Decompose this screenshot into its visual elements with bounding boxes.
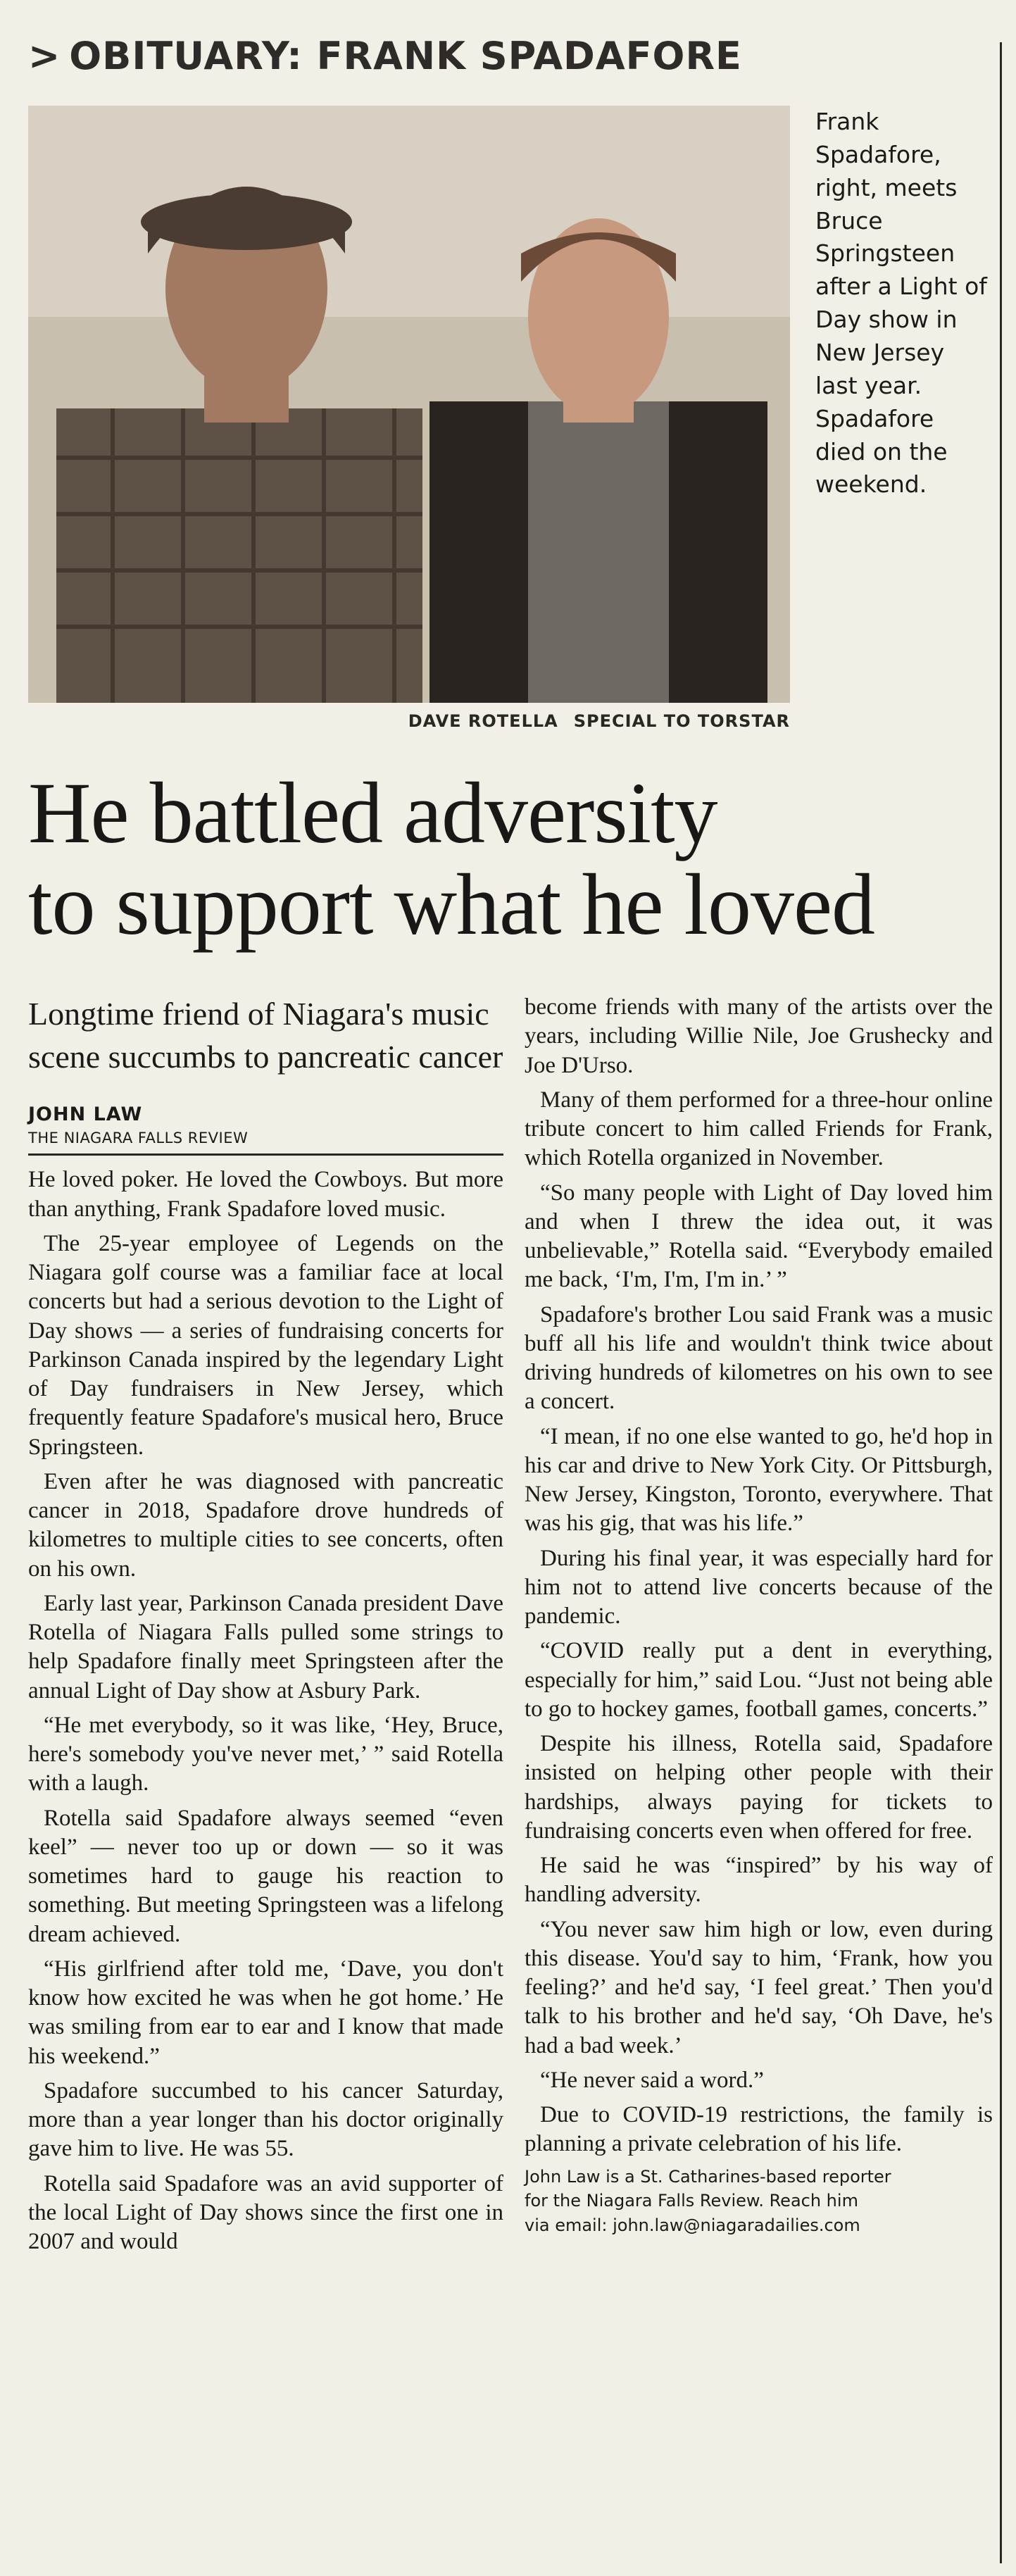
photo-illustration [28, 106, 790, 703]
paragraph: Despite his illness, Rotella said, Spadafore insisted on helping other people with their hardships, always paying for tickets to fundraising concerts even when offered for free. [525, 1731, 993, 1844]
author-note-line: for the Niagara Falls Review. Reach him [525, 2191, 858, 2211]
paragraph: “He met everybody, so it was like, ‘Hey, Bruce, here's somebody you've never met,’ ” said Rotella with a laugh. [28, 1712, 503, 1796]
paragraph: He loved poker. He loved the Cowboys. But more than anything, Frank Spadafore loved music. [28, 1167, 503, 1222]
paragraph: The 25-year employee of Legends on the Niagara golf course was a familiar face at local concerts but had a serious devotion to the Light of Day shows — a series of fundraising concerts for Parkinson Canada inspired by the legendary Light of Day fundraisers in New Jersey, which frequently feature Spadafore's musical hero, Bruce Springsteen. [28, 1230, 503, 1460]
byline-name: JOHN LAW [28, 1103, 143, 1126]
paragraph: “He never said a word.” [540, 2067, 764, 2093]
body-left [28, 1165, 503, 2256]
section-kicker [28, 34, 742, 78]
headline-line-1: He battled adversity [28, 765, 717, 861]
headline-line-2: to support what he loved [28, 856, 875, 954]
article-column-right [525, 993, 993, 2238]
paragraph: During his final year, it was especially hard for him not to attend live concerts because of the pandemic. [525, 1545, 993, 1629]
paragraph: He said he was “inspired” by his way of handling adversity. [525, 1853, 993, 1908]
author-note [525, 2165, 993, 2238]
paragraph: Early last year, Parkinson Canada president Dave Rotella of Niagara Falls pulled some strings to help Spadafore finally meet Springsteen after the annual Light of Day show at Asbury Park. [28, 1590, 503, 1703]
byline-publication: THE NIAGARA FALLS REVIEW [28, 1130, 503, 1156]
news-photo [28, 106, 790, 703]
paragraph: Many of them performed for a three-hour online tribute concert to him called Friends for Frank, which Rotella organized in November. [525, 1087, 993, 1171]
paragraph: Due to COVID-19 restrictions, the family is planning a private celebration of his life. [525, 2102, 993, 2157]
body-right [525, 993, 993, 2159]
article-column-left [28, 993, 503, 2262]
paragraph: “COVID really put a dent in everything, especially for him,” said Lou. “Just not being able to go to hockey games, football games, concerts.” [525, 1638, 993, 1722]
photo-caption: Frank Spadafore, right, meets Bruce Springsteen after a Light of Day show in New Jersey last year. Spadafore died on the weekend. [815, 108, 987, 499]
photo-credit-org: SPECIAL TO TORSTAR [573, 711, 790, 731]
author-note-line: John Law is a St. Catharines-based reporter [525, 2166, 891, 2187]
paragraph: Rotella said Spadafore always seemed “even keel” — never too up or down — so it was sometimes hard to gauge his reaction to something. But meeting Springsteen was a lifelong dream achieved. [28, 1805, 503, 1947]
paragraph: “You never saw him high or low, even during this disease. You'd say to him, ‘Frank, how you feeling?’ and he'd say, ‘I feel great.’ Then you'd talk to his brother and he'd say, ‘Oh Dave, he's had a bad week.’ [525, 1916, 993, 2058]
author-note-line: via email: john.law@niagaradailies.com [525, 2215, 860, 2236]
paragraph: Even after he was diagnosed with pancreatic cancer in 2018, Spadafore drove hundreds of kilometres to multiple cities to see concerts, often on his own. [28, 1468, 503, 1582]
paragraph: Spadafore succumbed to his cancer Saturday, more than a year longer than his doctor originally gave him to live. He was 55. [28, 2077, 503, 2162]
paragraph: “His girlfriend after told me, ‘Dave, you don't know how excited he was when he got home.’ He was smiling from ear to ear and I know that made his weekend.” [28, 1956, 503, 2069]
kicker-label: OBITUARY: FRANK SPADAFORE [69, 34, 742, 78]
paragraph: “So many people with Light of Day loved him and when I threw the idea out, it was unbelievable,” Rotella said. “Everybody emailed me back, ‘I'm, I'm, I'm in.’ ” [525, 1180, 993, 1293]
paragraph: become friends with many of the artists over the years, including Willie Nile, Joe Grushecky and Joe D'Urso. [525, 994, 993, 1078]
photo-credit-name: DAVE ROTELLA [408, 711, 558, 731]
paragraph: Spadafore's brother Lou said Frank was a music buff all his life and wouldn't think twice about driving hundreds of kilometres on his own to see a concert. [525, 1301, 993, 1415]
chevron-icon: > [28, 34, 61, 78]
column-rule [1000, 42, 1002, 2563]
paragraph: “I mean, if no one else wanted to go, he'd hop in his car and drive to New York City. Or Pittsburgh, New Jersey, Kingston, Toronto, everywhere. That was his gig, that was his life.” [525, 1423, 993, 1537]
deck: Longtime friend of Niagara's music scene succumbs to pancreatic cancer [28, 996, 503, 1075]
paragraph: Rotella said Spadafore was an avid supporter of the local Light of Day shows since the first one in 2007 and would [28, 2170, 503, 2255]
headline [28, 765, 1000, 954]
photo-credit [28, 711, 790, 731]
